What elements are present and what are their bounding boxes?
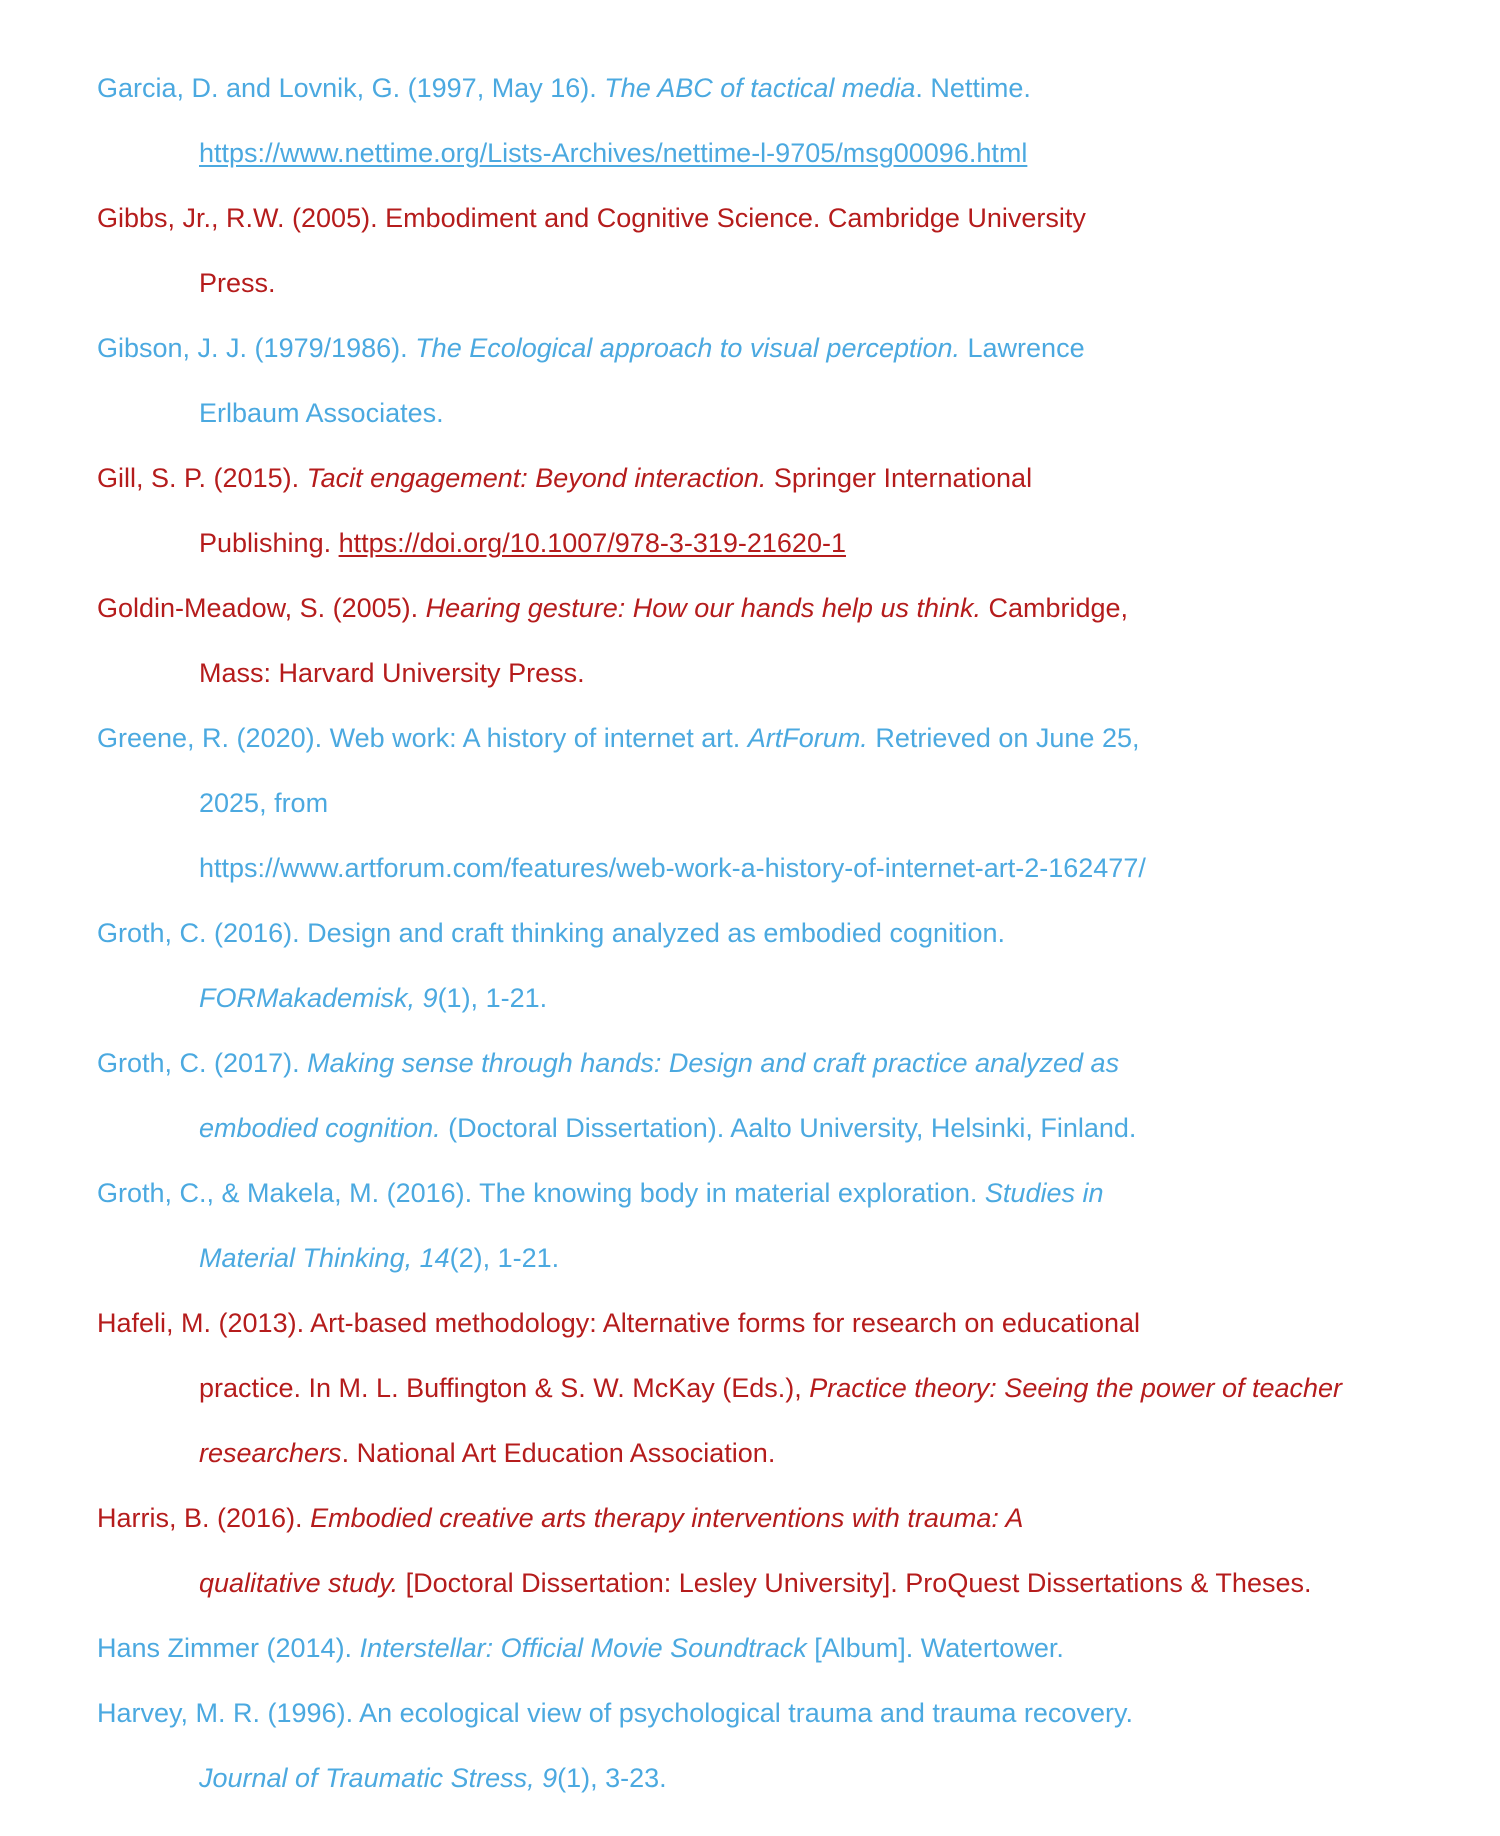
reference-harvey-line-2 (199, 1760, 667, 1796)
reference-gibson-line-2 (199, 395, 444, 431)
reference-text: Gill, S. P. (2015). (97, 463, 307, 493)
reference-text: Goldin-Meadow, S. (2005). (97, 593, 426, 623)
reference-text: (2), 1-21. (449, 1243, 560, 1273)
reference-text: [Album]. Watertower. (806, 1633, 1064, 1663)
reference-garcia-line-1 (97, 70, 1031, 106)
reference-title: The Ecological approach to visual perception. (415, 333, 961, 363)
reference-gill-line-2 (199, 525, 846, 561)
reference-text: Hans Zimmer (2014). (97, 1633, 360, 1663)
reference-goldin-meadow-line-1 (97, 590, 1128, 626)
reference-greene-line-3 (199, 850, 1146, 886)
reference-text: (1), 1-21. (437, 983, 548, 1013)
reference-text: Groth, C., & Makela, M. (2016). The knowing body in material exploration. (97, 1178, 985, 1208)
reference-text: Retrieved on June 25, (867, 723, 1140, 753)
reference-hafeli-line-2 (199, 1370, 1342, 1406)
reference-title: Making sense through hands: Design and craft practice analyzed as (307, 1048, 1120, 1078)
reference-text: Mass: Harvard University Press. (199, 658, 585, 688)
reference-text: 2025, from (199, 788, 329, 818)
reference-text: Gibbs, Jr., R.W. (2005). Embodiment and Cognitive Science. Cambridge University (97, 203, 1086, 233)
reference-text: [Doctoral Dissertation: Lesley University]. ProQuest Dissertations & Theses. (398, 1568, 1312, 1598)
reference-text: Erlbaum Associates. (199, 398, 444, 428)
reference-groth-2017-line-2 (199, 1110, 1136, 1146)
reference-title: researchers (199, 1438, 342, 1468)
reference-journal: FORMakademisk, 9 (199, 983, 438, 1013)
reference-journal: Journal of Traumatic Stress, 9 (199, 1763, 558, 1793)
reference-harris-line-1 (97, 1500, 1023, 1536)
reference-greene-line-2 (199, 785, 328, 821)
reference-groth-makela-line-1 (97, 1175, 1104, 1211)
reference-title: Practice theory: Seeing the power of teacher (809, 1373, 1343, 1403)
reference-text: Groth, C. (2017). (97, 1048, 308, 1078)
reference-text: Greene, R. (2020). Web work: A history of internet art. (97, 723, 748, 753)
reference-goldin-meadow-line-2 (199, 655, 585, 691)
reference-title: embodied cognition. (199, 1113, 441, 1143)
reference-text: Groth, C. (2016). Design and craft thinking analyzed as embodied cognition. (97, 918, 1006, 948)
reference-url-artforum: https://www.artforum.com/features/web-work-a-history-of-internet-art-2-162477/ (199, 853, 1146, 883)
reference-groth-2016-line-2 (199, 980, 547, 1016)
reference-gibbs-line-1 (97, 200, 1086, 236)
reference-garcia-line-2 (199, 135, 1027, 171)
reference-text: Publishing. (199, 528, 339, 558)
reference-title: Embodied creative arts therapy interventions with trauma: A (310, 1503, 1024, 1533)
reference-link-nettime[interactable]: https://www.nettime.org/Lists-Archives/nettime-l-9705/msg00096.html (199, 138, 1028, 168)
reference-zimmer-line-1 (97, 1630, 1064, 1666)
reference-title: Interstellar: Official Movie Soundtrack (359, 1633, 807, 1663)
reference-text: Harvey, M. R. (1996). An ecological view of psychological trauma and trauma recovery. (97, 1698, 1133, 1728)
reference-groth-2017-line-1 (97, 1045, 1119, 1081)
reference-text: Hafeli, M. (2013). Art-based methodology: Alternative forms for research on educational (97, 1308, 1141, 1338)
reference-text: practice. In M. L. Buffington & S. W. McKay (Eds.), (199, 1373, 810, 1403)
reference-harris-line-2 (199, 1565, 1311, 1601)
reference-text: Gibson, J. J. (1979/1986). (97, 333, 416, 363)
reference-text: Press. (199, 268, 276, 298)
reference-hafeli-line-1 (97, 1305, 1140, 1341)
reference-text: Garcia, D. and Lovnik, G. (1997, May 16). (97, 73, 605, 103)
reference-text: Cambridge, (981, 593, 1129, 623)
reference-text: Springer International (766, 463, 1033, 493)
reference-link-doi[interactable]: https://doi.org/10.1007/978-3-319-21620-1 (338, 528, 846, 558)
reference-title: ArtForum. (747, 723, 868, 753)
reference-text: . National Art Education Association. (341, 1438, 776, 1468)
reference-text: . Nettime. (915, 73, 1031, 103)
reference-hafeli-line-3 (199, 1435, 775, 1471)
reference-title: Hearing gesture: How our hands help us think. (425, 593, 981, 623)
reference-gill-line-1 (97, 460, 1032, 496)
reference-title: Tacit engagement: Beyond interaction. (306, 463, 767, 493)
reference-gibson-line-1 (97, 330, 1085, 366)
reference-groth-makela-line-2 (199, 1240, 559, 1276)
reference-gibbs-line-2 (199, 265, 276, 301)
reference-title: qualitative study. (199, 1568, 399, 1598)
reference-greene-line-1 (97, 720, 1140, 756)
reference-title: The ABC of tactical media (604, 73, 916, 103)
reference-text: (1), 3-23. (557, 1763, 667, 1793)
reference-text: Lawrence (960, 333, 1085, 363)
reference-text: (Doctoral Dissertation). Aalto University, Helsinki, Finland. (440, 1113, 1137, 1143)
reference-journal: Material Thinking, 14 (199, 1243, 450, 1273)
reference-harvey-line-1 (97, 1695, 1133, 1731)
reference-text: Harris, B. (2016). (97, 1503, 311, 1533)
reference-groth-2016-line-1 (97, 915, 1005, 951)
reference-journal: Studies in (984, 1178, 1104, 1208)
